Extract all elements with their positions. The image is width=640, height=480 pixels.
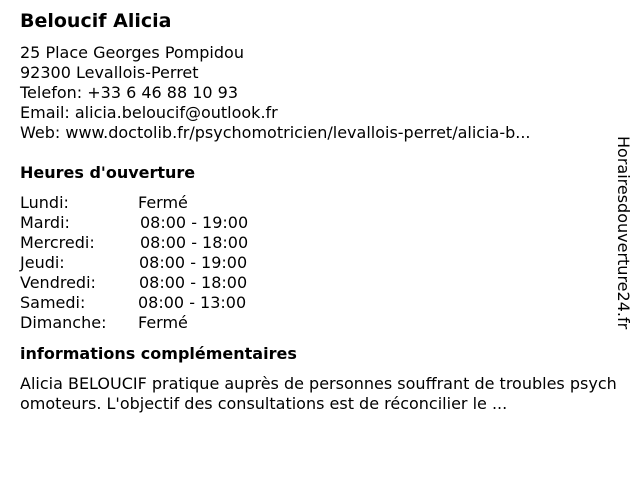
time-value: 08:00 - 18:00 (139, 273, 248, 292)
day-label: Jeudi: (20, 253, 65, 272)
time-value: 08:00 - 13:00 (138, 293, 247, 312)
contact-block (20, 43, 620, 143)
brand-watermark (612, 136, 634, 346)
time-value: Fermé (138, 313, 188, 332)
day-label: Mercredi: (20, 233, 95, 252)
business-card (20, 9, 620, 414)
hours-row-vendredi (20, 273, 620, 293)
hours-row-samedi (20, 293, 620, 313)
brand-text: Horairesdouverture24.fr (614, 136, 633, 330)
day-label: Dimanche: (20, 313, 107, 332)
info-heading: informations complémentaires (20, 344, 297, 363)
business-name: Beloucif Alicia (20, 10, 172, 32)
day-label: Vendredi: (20, 273, 96, 292)
address-line-2: 92300 Levallois-Perret (20, 63, 199, 82)
phone-line: Telefon: +33 6 46 88 10 93 (20, 83, 239, 102)
hours-table (20, 193, 620, 333)
email-line: Email: alicia.beloucif@outlook.fr (20, 103, 278, 122)
hours-row-lundi (20, 193, 620, 213)
hours-row-mercredi (20, 233, 620, 253)
info-description: Alicia BELOUCIF pratique auprès de personnes souffrant de troubles psychomoteurs. L'objectif des consultations est de réconcilier le ... (20, 374, 617, 413)
day-label: Mardi: (20, 213, 70, 232)
time-value: 08:00 - 19:00 (139, 253, 248, 272)
day-label: Lundi: (20, 193, 69, 212)
website-line: Web: www.doctolib.fr/psychomotricien/levallois-perret/alicia-b... (20, 123, 531, 142)
time-value: Fermé (138, 193, 188, 212)
hours-row-mardi (20, 213, 620, 233)
day-label: Samedi: (20, 293, 86, 312)
hours-row-dimanche (20, 313, 620, 333)
time-value: 08:00 - 19:00 (140, 213, 249, 232)
time-value: 08:00 - 18:00 (140, 233, 249, 252)
hours-row-jeudi (20, 253, 620, 273)
address-line-1: 25 Place Georges Pompidou (20, 43, 244, 62)
hours-heading: Heures d'ouverture (20, 163, 196, 182)
